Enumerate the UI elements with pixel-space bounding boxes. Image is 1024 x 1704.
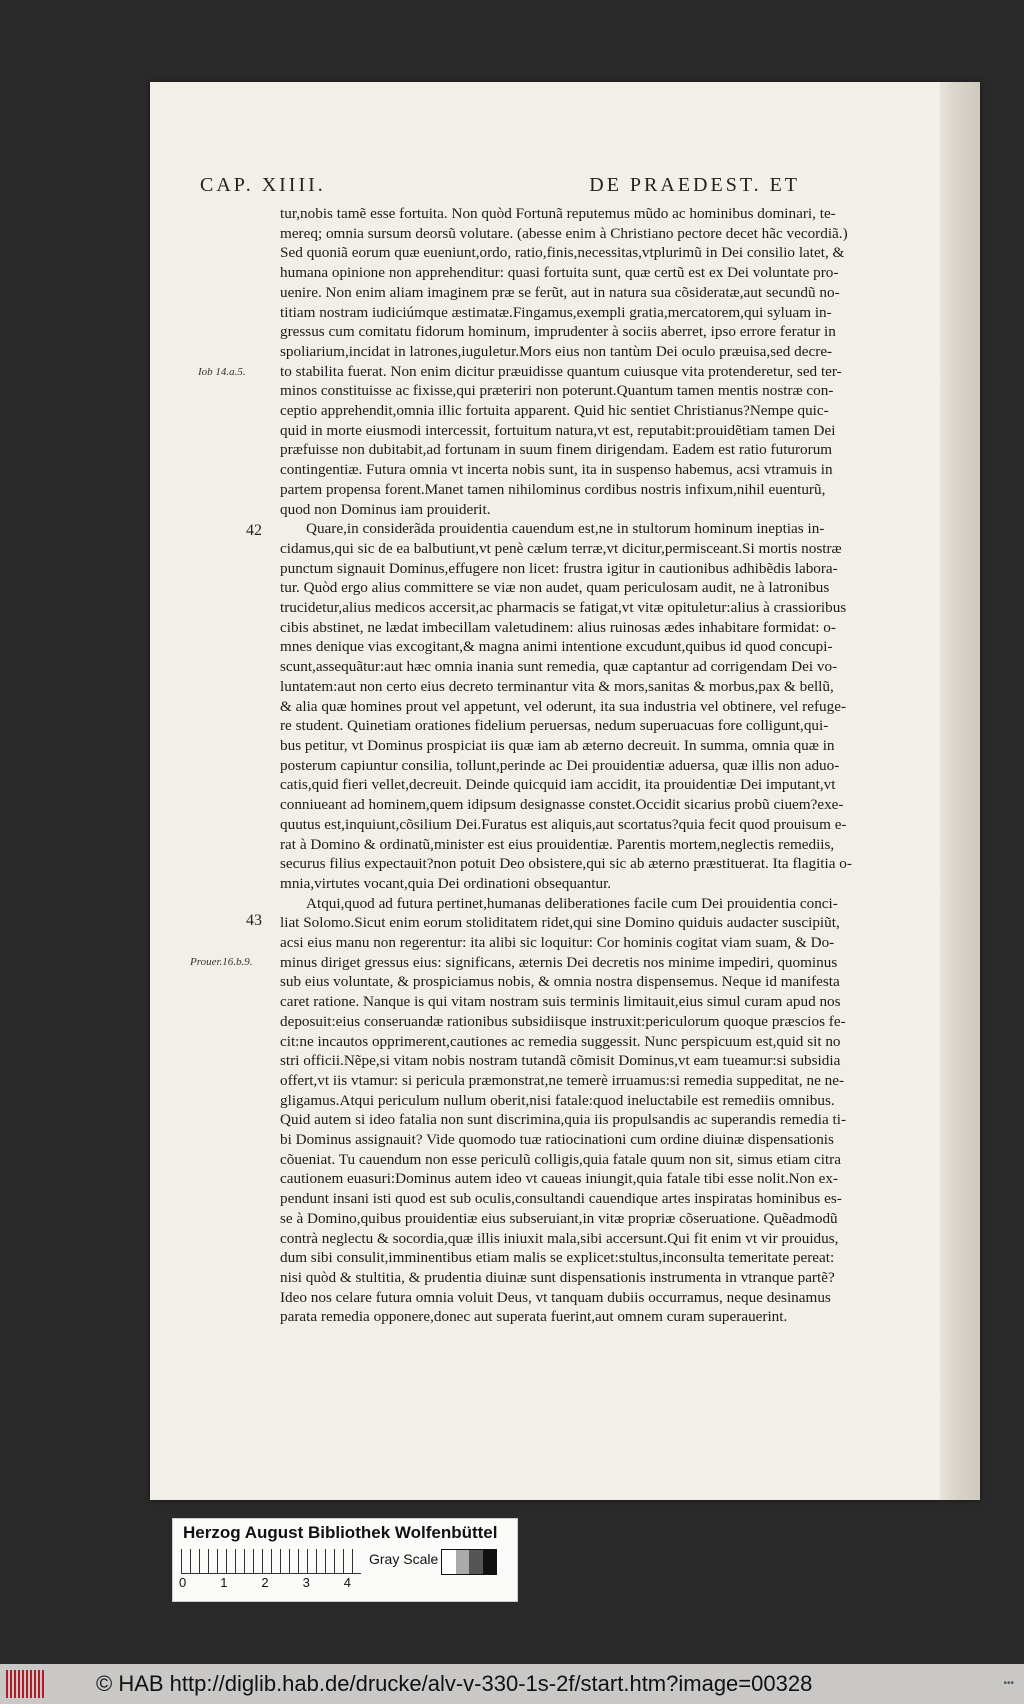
text-line: scunt,assequãtur:aut hæc omnia inania sunt remedia, quæ captantur ad corrigendam Dei vo- bbox=[280, 658, 838, 676]
text-line: tur. Quòd ergo alius committere se viæ non audet, quam periculosam audit, ne à latronibus bbox=[280, 579, 830, 597]
viewer-footer bbox=[0, 1664, 1024, 1704]
text-line: liat Solomo.Sicut enim eorum stoliditatem ridet,qui sine Domino quiduis audacter suscipiũt, bbox=[280, 914, 840, 932]
text-line: partem propensa forent.Manet tamen nihilominus cordibus nostris infixum,nihil euenturũ, bbox=[280, 480, 826, 498]
text-line: mereq; omnia sursum deorsũ volutare. (abesse enim à Christiano pectore decet hãc vecordiã.) bbox=[280, 224, 848, 242]
paragraph-number-43: 43 bbox=[246, 912, 262, 929]
text-line: mnes denique vias excogitant,& magna animi intentione excudunt,quibus id quod concupi- bbox=[280, 638, 833, 656]
text-line: humana opinione non apprehenditur: quasi fortuita sunt, quæ certũ est ex Dei voluntate pro- bbox=[280, 264, 839, 282]
text-line: Quid autem si ideo fatalia non sunt discrimina,quia iis propulsandis ac superandis remedia ti- bbox=[280, 1111, 847, 1129]
text-line: gligamus.Atqui periculum nullum oberit,nisi fatale:quod ineluctabile est remediis omnibus. bbox=[280, 1091, 835, 1109]
library-name: Herzog August Bibliothek Wolfenbüttel bbox=[183, 1523, 498, 1542]
text-line: Ideo nos celare futura omnia voluit Deus, vt tanquam dubiis occurramus, neque desinamus bbox=[280, 1288, 831, 1306]
text-line: cõueniat. Tu cauendum non esse periculũ colligis,quia fatale quum non sit, simus etiam citra bbox=[280, 1150, 841, 1168]
text-line: pendunt insani isti quod est sub oculis,consultandi cauendique artes inspiratas hominibus es- bbox=[280, 1190, 842, 1208]
text-line: parata remedia opponere,donec aut superata fuerint,aut omnem curam superauerint. bbox=[280, 1308, 788, 1326]
text-line: offert,vt iis vtamur: si pericula præmonstrat,ne temerè irruamus:si remedia suppeditat, ne ne- bbox=[280, 1071, 845, 1089]
text-line: quod non Dominus iam prouiderit. bbox=[280, 500, 491, 518]
body-text bbox=[280, 204, 910, 1327]
footer-dots-icon: ••• bbox=[1003, 1678, 1014, 1689]
text-line: tur,nobis tamẽ esse fortuita. Non quòd Fortunã reputemus mũdo ac hominibus dominari, te- bbox=[280, 205, 836, 222]
hab-logo-icon bbox=[6, 1670, 46, 1698]
text-line: dum sibi consulit,imminentibus etiam malis se explicet:stultus,inconsulta temeritate pereat: bbox=[280, 1249, 835, 1267]
margin-note-iob: Iob 14.a.5. bbox=[198, 366, 246, 378]
text-line: nisi quòd & stultitia, & prudentia diuinæ sunt dispensationis instrumenta in vtranque partẽ? bbox=[280, 1268, 835, 1286]
text-line: uenire. Non enim aliam imaginem præ se ferũt, aut in natura sua cõsideratæ,aut secundũ no- bbox=[280, 283, 840, 301]
text-line: deposuit:eius conseruandæ rationibus subsidiisque instruxit:periculorum quoque præscios fe- bbox=[280, 1012, 846, 1030]
text-line: contrà neglectu & socordia,quæ illis iniuxit mala,sibi accersunt.Qui fit enim vt vir prouidus, bbox=[280, 1229, 839, 1247]
text-line: re student. Quinetiam orationes fidelium peruersas, nedum superuacuas fore colligunt,qui- bbox=[280, 717, 829, 735]
gray-scale-swatch bbox=[441, 1549, 497, 1575]
text-line: contingentiæ. Futura omnia vt incerta nobis sunt, ita in suspenso habemus, acsi vtramuis in bbox=[280, 461, 833, 479]
text-line: minos constituisse ac fixisse,qui præteriri non poterunt.Quantum tamen mentis nostræ con- bbox=[280, 382, 834, 400]
text-line: gressus cum comitatu fidorum hominum, imprudenter à sociis aberret, ipso errore feratur in bbox=[280, 323, 836, 341]
text-line: cidamus,qui sic de ea balbutiunt,vt penè cælum terræ,vt dicitur,permisceant.Si mortis nostræ bbox=[280, 539, 842, 557]
scale-number: 2 bbox=[261, 1575, 269, 1590]
text-line: trucidetur,alius medicos accersit,ac pharmacis se fatigat,vt vitæ opituletur:alius à crassioribus bbox=[280, 599, 847, 617]
text-line: conniueant ad hominem,quem idipsum designasse constet.Occidit sicarius probũ ciuem?exe- bbox=[280, 796, 844, 814]
text-line: to stabilita fuerat. Non enim dicitur præuidisse quantum cuiusque vita protenderetur, sed ter- bbox=[280, 362, 842, 380]
text-line: posterum capiuntur consilia, tollunt,perinde ac Dei prouidentiæ aduersa, quæ illis non aduo- bbox=[280, 756, 840, 774]
scale-ruler bbox=[181, 1549, 361, 1574]
gray-scale-label: Gray Scale bbox=[369, 1551, 439, 1567]
text-line: quutus est,inquiunt,cõsilium Dei.Furatus est aliquis,aut scortatus?quia fecit quod prouisum e- bbox=[280, 815, 847, 833]
text-line: minus diriget gressus eius: significans, æternis Dei decretis nos minime impediri, quominus bbox=[280, 953, 838, 971]
text-line: Sed quoniã eorum quæ eueniunt,ordo, ratio,finis,necessitas,vtplurimũ in Dei consilio latet, & bbox=[280, 244, 845, 262]
scale-numbers bbox=[179, 1575, 351, 1590]
running-head-left: CAP. XIIII. bbox=[200, 174, 326, 196]
book-page bbox=[150, 82, 980, 1500]
text-line: luntatem:aut non certo eius decreto terminantur vita & mors,sanitas & morbus,pax & bellũ, bbox=[280, 677, 834, 695]
text-line: ceptio apprehendit,omnia illic fortuita apparent. Quid hic sentiet Christianus?Nempe quic- bbox=[280, 402, 829, 420]
text-line: & alia quæ homines prout vel appetunt, vel oderunt, ita sua industria vel obtinere, vel refuge- bbox=[280, 697, 847, 715]
text-line: bus petitur, vt Dominus prospiciat iis quæ iam ab æterno decreuit. In summa, omnia quæ in bbox=[280, 736, 835, 754]
text-line: cautionem euasuri:Dominus autem ideo vt caueas iniungit,quia fatale tibi esse nolit.Non ex- bbox=[280, 1170, 838, 1188]
text-line: præfuisse non dubitabit,ad fortunam in suum finem dirigendam. Eadem est ratio futurorum bbox=[280, 441, 833, 459]
text-line: securus filius expectauit?non potuit Deo obsistere,qui sic ab æterno præstituerat. Ita flagitia o- bbox=[280, 855, 852, 873]
scale-number: 0 bbox=[179, 1575, 187, 1590]
margin-note-prouer: Prouer.16.b.9. bbox=[190, 956, 253, 968]
scale-number: 4 bbox=[343, 1575, 351, 1590]
text-line: cibis abstinet, ne lædat imbecillam valetudinem: alius ruinosas ædes inhabitare formidat: o- bbox=[280, 618, 836, 636]
text-line: caret ratione. Nanque is qui vitam nostram suis terminis limitauit,eius simul curam apud nos bbox=[280, 993, 841, 1011]
color-calibration-bar bbox=[172, 1518, 518, 1602]
text-line: bi Dominus assignauit? Vide quomodo tuæ ratiocinationi cum ordine diuinæ dispensationis bbox=[280, 1131, 834, 1149]
running-head-right: DE PRAEDEST. ET bbox=[589, 174, 800, 196]
text-line: catis,quid fieri vellet,decreuit. Deinde quicquid iam accidit, ita prouidentiæ Dei imputant,vt bbox=[280, 776, 836, 794]
text-line: punctum signauit Dominus,effugere non licet: frustra igitur in cautionibus adhibẽdis labora- bbox=[280, 559, 838, 577]
text-line: mnia,virtutes vocant,quia Dei ordinationi obsequantur. bbox=[280, 874, 612, 892]
text-line: Quare,in considerãda prouidentia cauendum est,ne in stultorum hominum ineptias in- bbox=[306, 520, 825, 538]
text-line: quid in morte eiusmodi intercessit, fortuitum natura,vt est, reputabit:prouidẽtiam tamen Dei bbox=[280, 421, 836, 439]
text-line: stri officii.Nẽpe,si vitam nobis nostram tutandã cõmisit Dominus,vt eam tueamur:si subsidia bbox=[280, 1052, 841, 1070]
footer-url[interactable]: © HAB http://diglib.hab.de/drucke/alv-v-330-1s-2f/start.htm?image=00328 bbox=[96, 1671, 813, 1696]
scale-number: 1 bbox=[220, 1575, 228, 1590]
text-line: titiam nostram iudiciúmque æstimatæ.Fingamus,exempli gratia,mercatorem,qui syluam in- bbox=[280, 303, 832, 321]
text-line: Atqui,quod ad futura pertinet,humanas deliberationes facile cum Dei prouidentia conci- bbox=[306, 894, 838, 912]
text-line: cit:ne incautos opprimerent,cautiones ac remedia suggessit. Nunc perspicuum est,quid sit no bbox=[280, 1032, 841, 1050]
text-line: se à Domino,quibus prouidentiæ eius subseruiant,in vitæ propriæ cõseruatione. Quẽadmodũ bbox=[280, 1209, 838, 1227]
paragraph-number-42: 42 bbox=[246, 522, 262, 539]
scale-number: 3 bbox=[302, 1575, 310, 1590]
text-line: rat à Domino & ordinatũ,minister est eius prouidentiæ. Parentis mortem,neglectis remediis, bbox=[280, 835, 835, 853]
text-line: sub eius voluntate, & prospiciamus nobis, & omnia nostra dispensemus. Neque id manifesta bbox=[280, 973, 840, 991]
text-line: spoliarium,incidat in latrones,iuguletur.Mors eius non tantùm Dei oculo præuisa,sed decre- bbox=[280, 342, 833, 360]
running-head bbox=[200, 174, 880, 197]
page-edge bbox=[940, 82, 980, 1500]
text-line: acsi eius manu non regerentur: ita alibi sic loquitur: Cor hominis cogitat viam suam, & Do- bbox=[280, 934, 835, 952]
